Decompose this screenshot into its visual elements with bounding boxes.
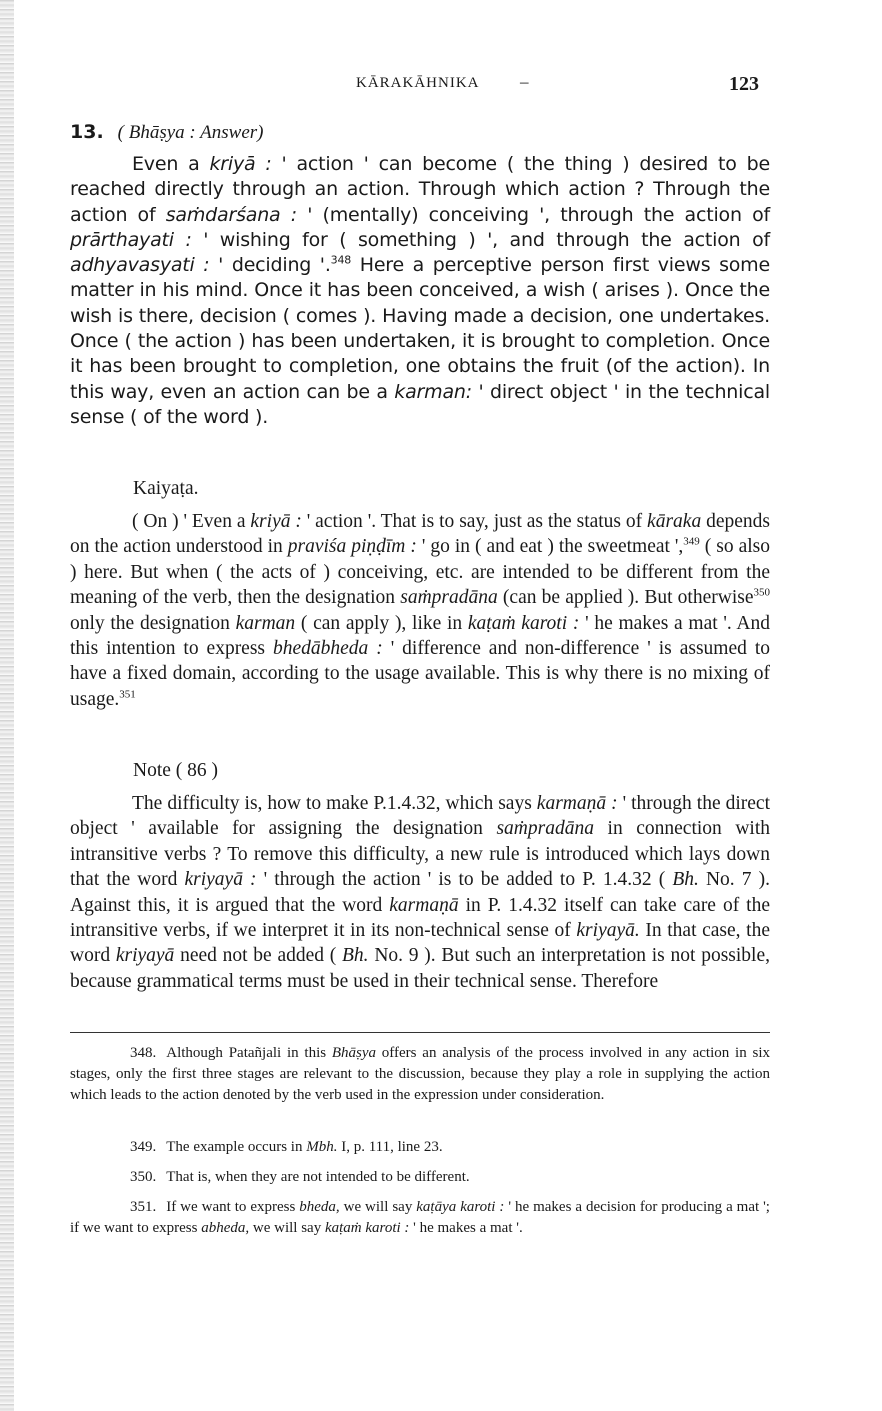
header-dash: – xyxy=(520,72,529,91)
kaiyata-heading: Kaiyaṭa. xyxy=(133,478,199,499)
footnote-350: 350. That is, when they are not intended to be different. xyxy=(130,1169,470,1185)
section-number: 13. xyxy=(70,121,104,143)
section-title: ( Bhāṣya : Answer) xyxy=(117,122,264,143)
footnote-ref-350: 350 xyxy=(753,586,770,599)
note-heading: Note ( 86 ) xyxy=(133,760,219,781)
footnote-divider xyxy=(70,1032,770,1033)
footnote-ref-349: 349 xyxy=(683,535,700,548)
bhashya-paragraph: Even a kriyā : ' action ' can become ( the thing ) desired to be reached directly through an action. Through which action ? Through the action of saṁdarśana : ' (mentally) conceiving ', through the action of prārthayati : ' wishing for ( something ) ', and through the action of adhyavasyati : ' deciding '.$^{348}$ Here a perceptive person first views some matter in his mind. Once it has been conceived, a wish ( arises ). Once the wish is there, decision ( comes ). Having made a decision, one undertakes. Once ( the action ) has been undertaken, it is brought to completion. Once it has been brought to completion, one obtains the fruit (of the action). In this way, even an action can be a karman: ' direct object ' in the technical sense ( of the word ). xyxy=(70,153,770,428)
footnote-ref-351: 351 xyxy=(119,688,136,701)
footnote-ref-348: 348 xyxy=(330,253,352,267)
footnote-351: 351. If we want to express bheda, we will say kaṭāya karoti : ' he makes a decision for producing a mat '; if we want to express abheda, we will say kaṭaṁ karoti : ' he makes a mat '. xyxy=(70,1199,770,1236)
kaiyata-paragraph: ( On ) ' Even a kriyā : ' action '. That is to say, just as the status of kāraka depends on the action understood in praviśa piṇḍīm : ' go in ( and eat ) the sweetmeat ',$^{349}$ ( so also ) here. But when ( the acts of ) conceiving, etc. are intended to be different from the meaning of the verb, then the designation saṁpradāna (can be applied ). But otherwise$^{350}$ only the designation karman ( can apply ), like in kaṭaṁ karoti : ' he makes a mat '. And this intention to express bhedābheda : ' difference and non-difference ' is assumed to have a fixed domain, according to the usage available. This is why there is no mixing of usage.$^{351}$ xyxy=(70,511,770,710)
note-paragraph: The difficulty is, how to make P.1.4.32, which says karmaṇā : ' through the direct object ' available for assigning the designation saṁpradāna in connection with intransitive verbs ? To remove this difficulty, a new rule is introduced which lays down that the word kriyayā : ' through the action ' is to be added to P. 1.4.32 ( Bh. No. 7 ). Against this, it is argued that the word karmaṇā in P. 1.4.32 itself can take care of the intransitive verbs, if we interpret it in its non-technical sense of kriyayā. In that case, the word kriyayā need not be added ( Bh. No. 9 ). But such an interpretation is not possible, because grammatical terms must be used in their technical sense. Therefore xyxy=(70,793,771,992)
page-number: 123 xyxy=(729,73,759,95)
footnote-349: 349. The example occurs in Mbh. I, p. 111, line 23. xyxy=(130,1139,443,1155)
section-heading xyxy=(70,121,770,144)
scanned-page-edge xyxy=(0,0,14,1411)
running-title: KĀRAKĀHNIKA xyxy=(356,75,480,91)
footnote-348: 348. Although Patañjali in this Bhāṣya offers an analysis of the process involved in any action in six stages, only the first three stages are relevant to the discussion, because they play a role in supplying the action which leads to the action denoted by the verb used in the expression under consideration. xyxy=(70,1045,770,1103)
